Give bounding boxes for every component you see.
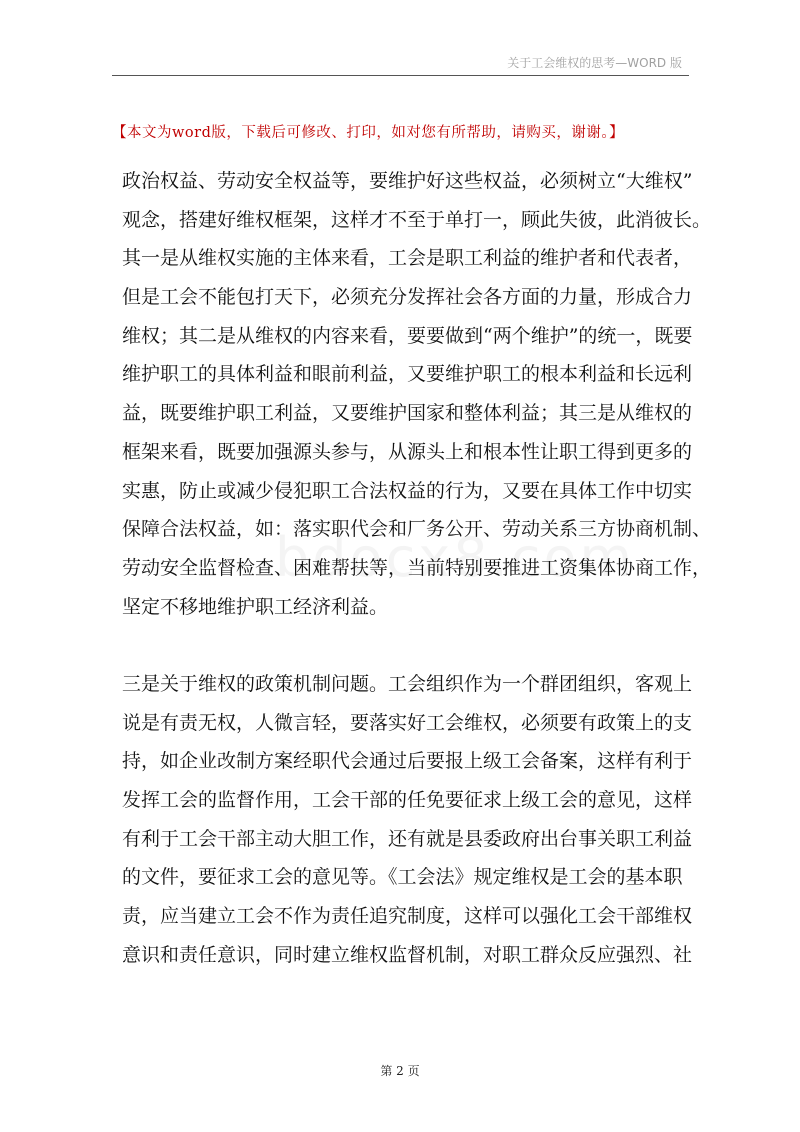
header-divider [112,75,689,76]
text-line: 观念，搭建好维权框架，这样才不至于单打一，顾此失彼，此消彼长。 [122,208,712,231]
document-header-title: 关于工会维权的思考—WORD 版 [507,56,682,70]
text-line: 维护职工的具体利益和眼前利益，又要维护职工的根本利益和长远利 [122,363,693,386]
text-line: 坚定不移地维护职工经济利益。 [122,595,389,618]
text-line: 但是工会不能包打天下，必须充分发挥社会各方面的力量，形成合力 [122,286,693,309]
text-line: 益，既要维护职工利益，又要维护国家和整体利益；其三是从维权的 [122,402,693,425]
text-line: 其一是从维权实施的主体来看，工会是职工利益的维护者和代表者， [122,247,693,270]
text-line: 维权；其二是从维权的内容来看，要要做到“两个维护”的统一，既要 [122,324,693,347]
text-line: 有利于工会干部主动大胆工作，还有就是县委政府出台事关职工利益 [122,827,693,850]
text-line: 政治权益、劳动安全权益等，要维护好这些权益，必须树立“大维权” [122,170,693,192]
paragraph-gap [122,626,712,665]
paragraph [122,665,712,975]
text-line: 意识和责任意识，同时建立维权监督机制，对职工群众反应强烈、社 [122,943,693,966]
text-line: 持，如企业改制方案经职代会通过后要报上级工会备案，这样有利于 [122,750,693,773]
text-line: 框架来看，既要加强源头参与，从源头上和根本性让职工得到更多的 [122,440,693,463]
text-line: 保障合法权益，如：落实职代会和厂务公开、劳动关系三方协商机制、 [122,518,712,541]
page-number: 第 2 页 [380,1064,420,1078]
text-line: 责，应当建立工会不作为责任追究制度，这样可以强化工会干部维权 [122,905,693,928]
text-line: 的文件，要征求工会的意见等。《工会法》规定维权是工会的基本职 [122,866,683,889]
text-line: 三是关于维权的政策机制问题。工会组织作为一个群团组织，客观上 [122,672,693,695]
text-line: 劳动安全监督检查、困难帮扶等，当前特别要推进工资集体协商工作， [122,556,712,579]
paragraph [122,162,712,626]
text-line: 实惠，防止或减少侵犯职工合法权益的行为，又要在具体工作中切实 [122,479,693,502]
purchase-notice: 【本文为word版，下载后可修改、打印，如对您有所帮助，请购买，谢谢。】 [112,125,625,141]
document-body [122,162,712,974]
text-line: 发挥工会的监督作用，工会干部的任免要征求上级工会的意见，这样 [122,789,693,811]
text-line: 说是有责无权，人微言轻，要落实好工会维权，必须要有政策上的支 [122,711,693,734]
